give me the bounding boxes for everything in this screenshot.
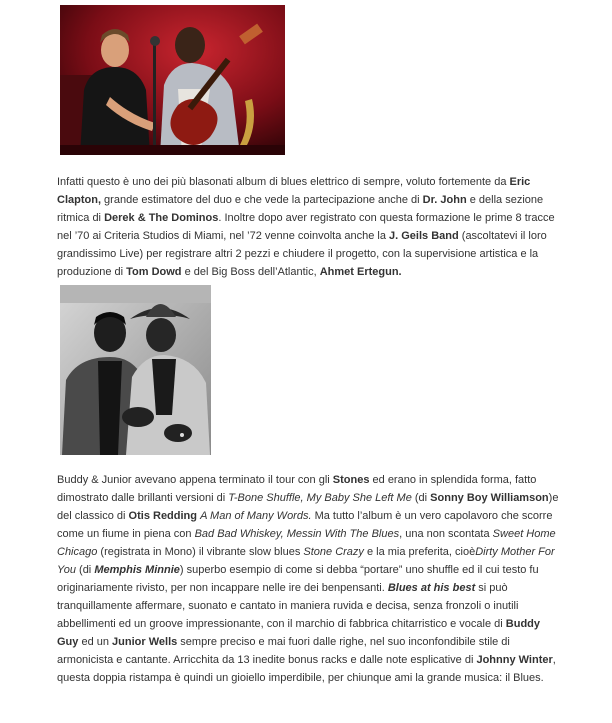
italic-text: A Man of Many Words.: [200, 510, 312, 522]
portrait-photo-icon: [60, 285, 211, 455]
bold-text: Buddy Guy: [57, 618, 541, 648]
body-text: e la mia preferita, cioè: [363, 546, 476, 558]
body-text: ed un: [78, 636, 113, 648]
body-text: grande estimatore del duo e che vede la partecipazione anche di: [101, 194, 423, 206]
body-text: (ascoltatevi il loro grandissimo Live) per registrare altri 2 pezzi e chiudere il progetto, con la supervisione artistica e la produzione di: [57, 230, 547, 278]
italic-text: T-Bone Shuffle, My Baby She Left Me: [228, 492, 412, 504]
emphasis-text: Blues at his best: [387, 582, 476, 594]
body-text: ed erano in splendida forma, fatto dimostrato dalle brillanti versioni di: [57, 474, 537, 504]
body-text: ) superbo esempio di come si debba “portare” uno shuffle ed il cui testo fu originariamente rivisto, per non incappare nelle ire dei benpensanti.: [57, 564, 539, 594]
body-text: Infatti questo è uno dei più blasonati album di blues elettrico di sempre, voluto fortemente da: [57, 176, 510, 188]
emphasis-text: Memphis Minnie: [94, 564, 180, 576]
body-text: Buddy & Junior avevano appena terminato il tour con gli: [57, 474, 333, 486]
concert-photo-icon: [60, 5, 285, 155]
photo-clapton-guy: [60, 5, 285, 155]
body-text: , questa doppia ristampa è quindi un gioiello imperdibile, per chiunque ami la grande musica: il Blues.: [57, 654, 556, 684]
bold-text: [94, 564, 180, 576]
body-text: e del Big Boss dell’Atlantic,: [181, 266, 320, 278]
italic-text: Dirty Mother For You: [57, 546, 555, 576]
bold-text: Stones: [332, 474, 370, 486]
body-text: e della sezione ritmica di: [57, 194, 544, 224]
bold-text: J. Geils Band: [389, 230, 459, 242]
bold-text: Eric Clapton,: [57, 176, 531, 206]
bold-text: Derek & The Dominos: [104, 212, 219, 224]
italic-text: Stone Crazy: [303, 546, 364, 558]
bold-text: Dr. John: [422, 194, 467, 206]
intro-paragraph: [57, 173, 557, 281]
body-text: . Inoltre dopo aver registrato con questa formazione le prime 8 tracce nel ’70 ai Criteria Studios di Miami, nel ’72 venne coinvolta anche la: [57, 212, 555, 242]
body-text: (registrata in Mono) il vibrante slow blues: [97, 546, 304, 558]
bold-text: Sonny Boy Williamson: [430, 492, 549, 504]
italic-text: Bad Bad Whiskey, Messin With The Blues: [194, 528, 400, 540]
italic-text: Sweet Home Chicago: [57, 528, 556, 558]
body-text: (di: [411, 492, 431, 504]
main-paragraph: [57, 471, 562, 687]
body-text: Ma tutto l’album è un vero capolavoro che scorre come un fiume in piena con: [57, 510, 553, 540]
bold-text: Ahmet Ertegun.: [319, 266, 402, 278]
body-text: , una non scontata: [399, 528, 493, 540]
bold-text: Junior Wells: [112, 636, 178, 648]
body-text: sempre preciso e mai fuori dalle righe, nel suo inconfondibile stile di armonicista e cantante. Arricchita da 13 inedite bonus racks e dalle note esplicative di: [57, 636, 510, 666]
bold-text: [388, 582, 475, 594]
bold-text: Johnny Winter: [476, 654, 553, 666]
bold-text: Tom Dowd: [126, 266, 182, 278]
photo-guy-wells: [60, 285, 211, 455]
body-text: (di: [75, 564, 95, 576]
body-text: )e del classico di: [57, 492, 559, 522]
bold-text: Otis Redding: [128, 510, 197, 522]
body-text: si può tranquillamente affermare, suonato e cantato in maniera ruvida e decisa, senza fronzoli o inutili abbellimenti ed un groove impressionante, con il marchio di fabbrica chitarristico e vocale di: [57, 582, 519, 630]
